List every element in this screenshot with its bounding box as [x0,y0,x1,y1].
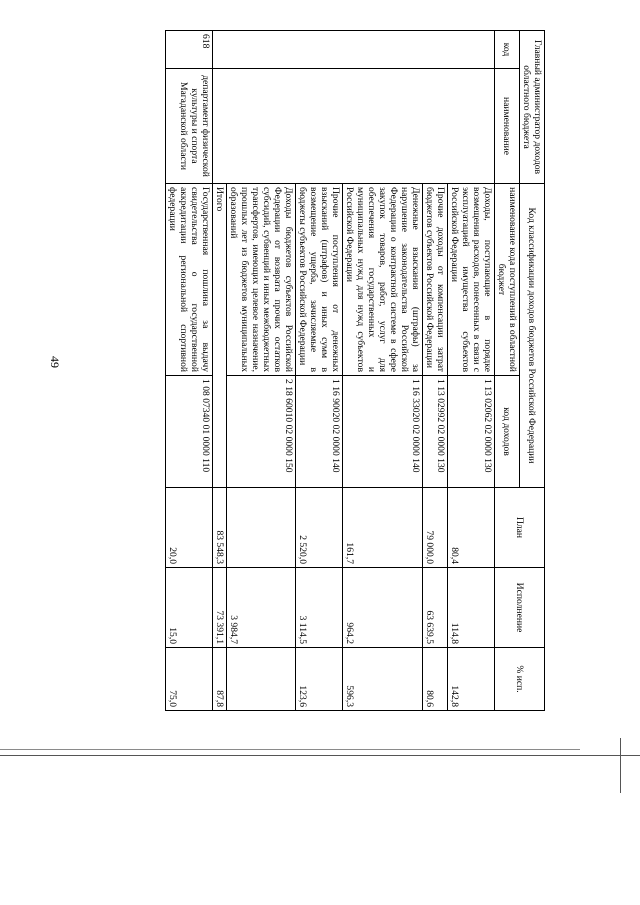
row-pct: 75,0 [166,648,213,711]
row-plan: 80,4 [448,488,495,568]
row-name: Прочие поступления от денежных взысканий (штрафов) и иных сумм в возмещение ущерба, зачисляемые в бюджеты субъектов Российской Федерации [296,184,343,376]
header-pct: % исп. [495,648,545,711]
row-pct: 596,3 [343,648,423,711]
row-exec: 964,2 [343,568,423,648]
row-code: 1 16 33020 02 0000 140 [343,376,423,488]
total-plan: 83 548,3 [213,488,227,568]
row-pct: 142,8 [448,648,495,711]
total-exec: 73 391,1 [213,568,227,648]
header-class-name: наименование кода поступлений в областной бюджет [495,184,520,376]
row-pct: 80,6 [423,648,448,711]
row-plan: 79 000,0 [423,488,448,568]
header-admin-name: наименование [495,69,520,184]
row-name: Прочие доходы от компенсации затрат бюджетов субъектов Российской Федерации [423,184,448,376]
divider-line [0,755,640,756]
row-plan: 161,7 [343,488,423,568]
admin-code: 618 [166,31,213,69]
revenue-table [165,30,545,711]
row-exec: 3 114,5 [296,568,343,648]
row-plan [227,488,296,568]
row-code: 1 13 02062 02 0000 130 [448,376,495,488]
header-admin-group: Главный администратор доходов областного бюджета [520,31,545,184]
table-row [166,31,213,711]
header-class-code: код доходов [495,376,520,488]
row-plan: 2 520,0 [296,488,343,568]
header-admin-code: код [495,31,520,69]
header-plan: План [495,488,545,568]
header-exec: Исполнение [495,568,545,648]
row-name: Денежные взыскания (штрафы) за нарушение законодательства Российской Федерации о контрактной системе в сфере закупок товаров, работ, услуг для обеспечения государственных и муниципальных нужд для нужд субъектов Российской Федерации [343,184,423,376]
total-pct: 87,8 [213,648,227,711]
row-pct [227,648,296,711]
row-code: 1 08 07340 01 0000 110 [166,376,213,488]
admin-name: департамент физической культуры и спорта Магаданской области [166,69,213,184]
row-pct: 123,6 [296,648,343,711]
total-label: Итого [213,184,227,488]
row-name: Государственная пошлина за выдачу свидетельства о государственной аккредитации региональной спортивной федерации [166,184,213,376]
row-plan: 20,0 [166,488,213,568]
row-exec: 3 984,7 [227,568,296,648]
row-code: 1 16 90020 02 0000 140 [296,376,343,488]
rotated-page-content [101,30,545,710]
row-name: Доходы бюджетов субъектов Российской Федерации от возврата прочих остатков субсидий, субвенций и иных межбюджетных трансфертов, имеющих целевое назначение, прошлых лет из бюджетов муниципальных образований [227,184,296,376]
row-code: 1 13 02992 02 0000 130 [423,376,448,488]
row-exec: 114,8 [448,568,495,648]
page-number: 49 [48,356,62,368]
table-row [448,31,495,711]
row-name: Доходы, поступающие в порядке возмещения расходов, понесенных в связи с эксплуатацией имущества субъектов Российской Федерации [448,184,495,376]
row-code: 2 18 60010 02 0000 150 [227,376,296,488]
divider-line [0,749,580,750]
row-exec: 15,0 [166,568,213,648]
divider-line [620,738,621,793]
header-class-group: Код классификации доходов бюджетов Российской Федерации [520,184,545,488]
row-exec: 63 639,5 [423,568,448,648]
